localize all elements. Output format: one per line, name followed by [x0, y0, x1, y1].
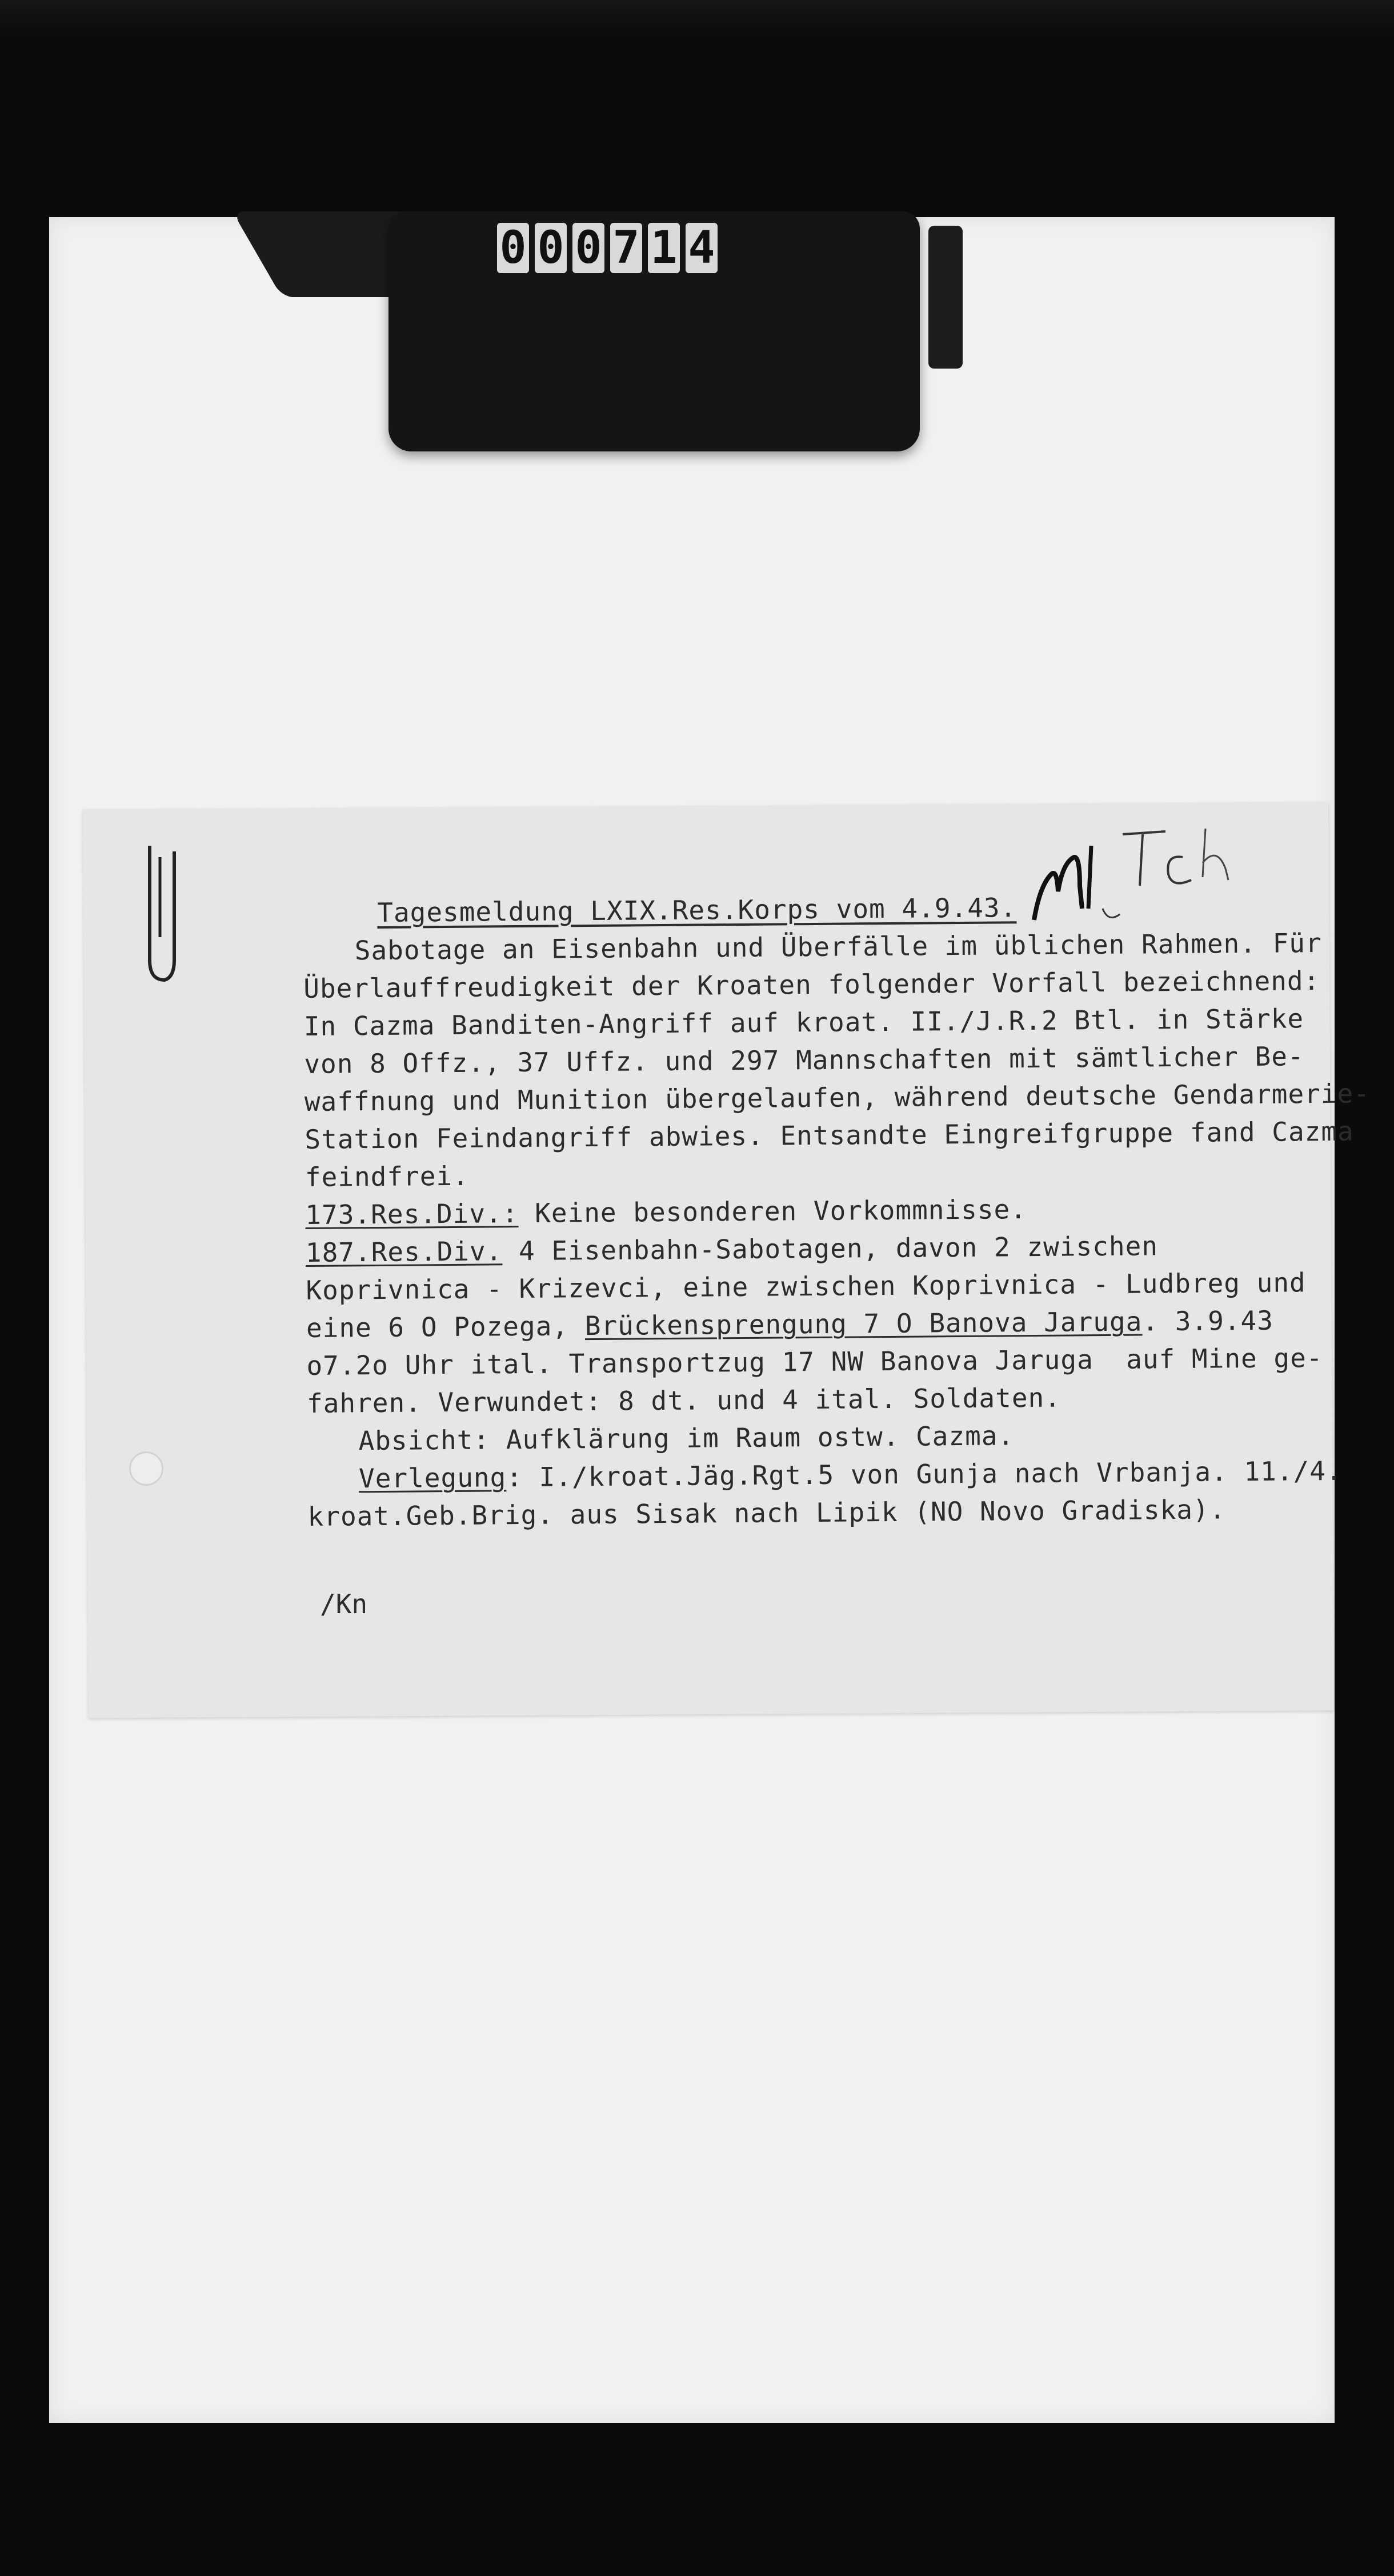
counter-digit: 1 — [648, 223, 680, 273]
memo-text-span: eine 6 O Pozega, — [306, 1310, 585, 1343]
counter-digit: 4 — [686, 223, 718, 273]
div187-label: 187.Res.Div. — [305, 1235, 503, 1268]
memo-line: Koprivnica - Krizevci, eine zwischen Koprivnica - Ludbreg und — [306, 1267, 1306, 1306]
memo-text-span: . 3.9.43 — [1142, 1305, 1274, 1337]
typist-initials: /Kn — [320, 1589, 368, 1619]
memo-line: kroat.Geb.Brig. aus Sisak nach Lipik (NO Novo Gradiska). — [307, 1494, 1226, 1532]
div173-label: 173.Res.Div.: — [305, 1198, 519, 1230]
memo-body — [303, 886, 1371, 1535]
film-edge — [0, 0, 1394, 34]
memo-title: Tagesmeldung LXIX.Res.Korps vom 4.9.43. — [377, 892, 1017, 928]
paper-clip-icon — [143, 846, 177, 983]
counter-digit: 0 — [535, 223, 567, 273]
bridge-demolition-text: Brückensprengung 7 O Banova Jaruga — [584, 1306, 1143, 1342]
counter-knob — [928, 226, 963, 369]
div187-text: 4 Eisenbahn-Sabotagen, davon 2 zwischen — [502, 1230, 1159, 1267]
memo-line: o7.2o Uhr ital. Transportzug 17 NW Banova Jaruga auf Mine ge- — [306, 1342, 1323, 1381]
memo-line: Sabotage an Eisenbahn und Überfälle im üblichen Rahmen. Für — [354, 927, 1322, 966]
memo-line: fahren. Verwundet: 8 dt. und 4 ital. Soldaten. — [306, 1382, 1061, 1419]
memo-line: Station Feindangriff abwies. Entsandte Eingreifgruppe fand Cazma — [305, 1115, 1354, 1155]
counter-digit: 7 — [610, 223, 642, 273]
frame-counter — [497, 223, 718, 277]
memo-line: von 8 Offz., 37 Uffz. und 297 Mannschaften mit sämtlicher Be- — [304, 1041, 1304, 1079]
memo-line: waffnung und Munition übergelaufen, während deutsche Gendarmerie- — [304, 1078, 1371, 1117]
verlegung-label: Verlegung — [358, 1462, 507, 1494]
counter-digit: 0 — [497, 223, 529, 273]
memo-line: In Cazma Banditen-Angriff auf kroat. II./J.R.2 Btl. in Stärke — [303, 1003, 1304, 1042]
div173-text: Keine besonderen Vorkommnisse. — [518, 1194, 1027, 1229]
absicht-line: Absicht: Aufklärung im Raum ostw. Cazma. — [358, 1420, 1015, 1457]
counter-digit: 0 — [572, 223, 604, 273]
punch-hole — [129, 1451, 163, 1486]
verlegung-text: : I./kroat.Jäg.Rgt.5 von Gunja nach Vrbanja. 11./4. — [506, 1455, 1343, 1493]
memo-line: feindfrei. — [305, 1160, 470, 1193]
memo-line: Überlauffreudigkeit der Kroaten folgender Vorfall bezeichnend: — [303, 965, 1320, 1004]
